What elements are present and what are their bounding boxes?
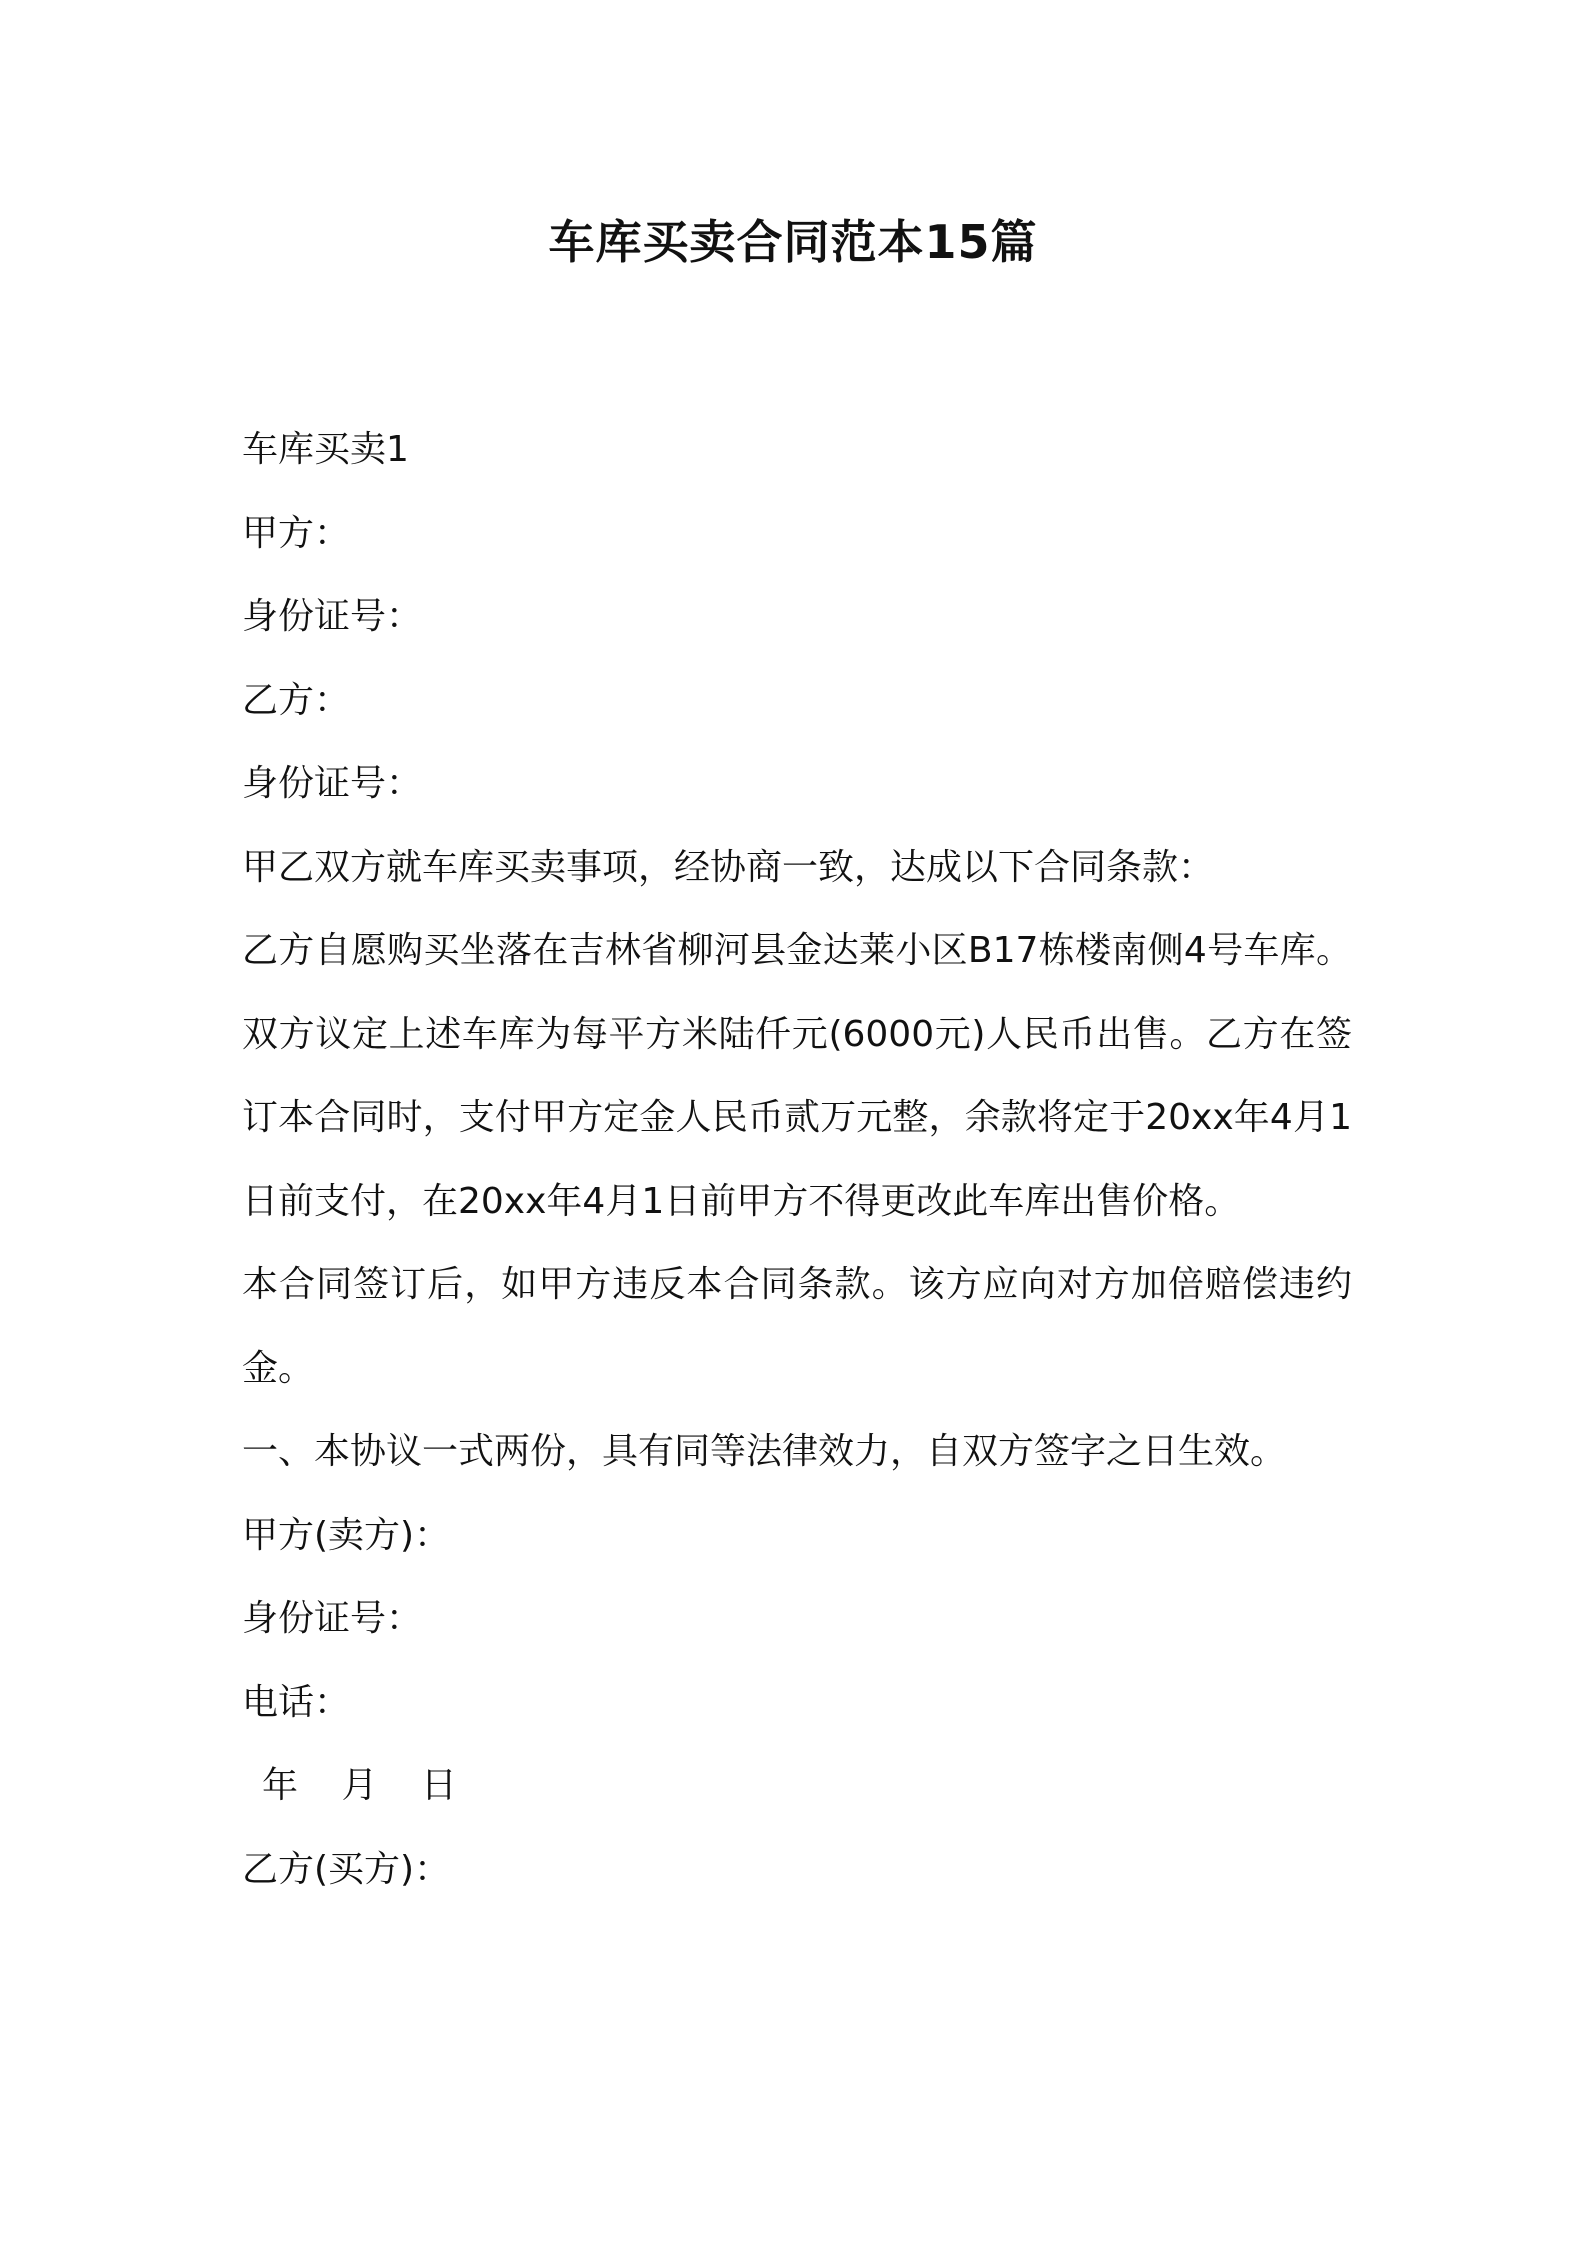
seller-phone-label: 电话： [242, 1681, 351, 1723]
copies-clause: 一、本协议一式两份，具有同等法律效力，自双方签字之日生效。 [242, 1431, 1287, 1472]
breach-clause: 本合同签订后，如甲方违反本合同条款。该方应向对方加倍赔偿违约金。 [242, 1264, 1352, 1389]
agreement-intro: 甲乙双方就车库买卖事项，经协商一致，达成以下合同条款： [242, 846, 1215, 888]
purchase-clause: 乙方自愿购买坐落在吉林省柳河县金达莱小区B17栋楼南侧4号车库。双方议定上述车库为每平方米陆仟元(6000元)人民币出售。乙方在签订本合同时，支付甲方定金人民币贰万元整，余款将定于20xx年4月1日前支付，在20xx年4月1日前甲方不得更改此车库出售价格。 [242, 930, 1352, 1222]
party-a-id-label: 身份证号： [242, 596, 423, 637]
seller-signature-label: 甲方(卖方)： [242, 1514, 451, 1556]
buyer-signature-label: 乙方(买方)： [242, 1848, 451, 1890]
party-b-label: 乙方： [242, 679, 351, 721]
party-b-id-label: 身份证号： [242, 763, 423, 804]
document-body [242, 408, 1352, 1911]
section-heading: 车库买卖1 [242, 429, 409, 470]
party-a-label: 甲方： [242, 512, 351, 554]
seller-id-label: 身份证号： [242, 1598, 423, 1639]
document-title: 车库买卖合同范本15篇 [548, 215, 1038, 269]
signature-date: 年 月 日 [262, 1765, 465, 1806]
